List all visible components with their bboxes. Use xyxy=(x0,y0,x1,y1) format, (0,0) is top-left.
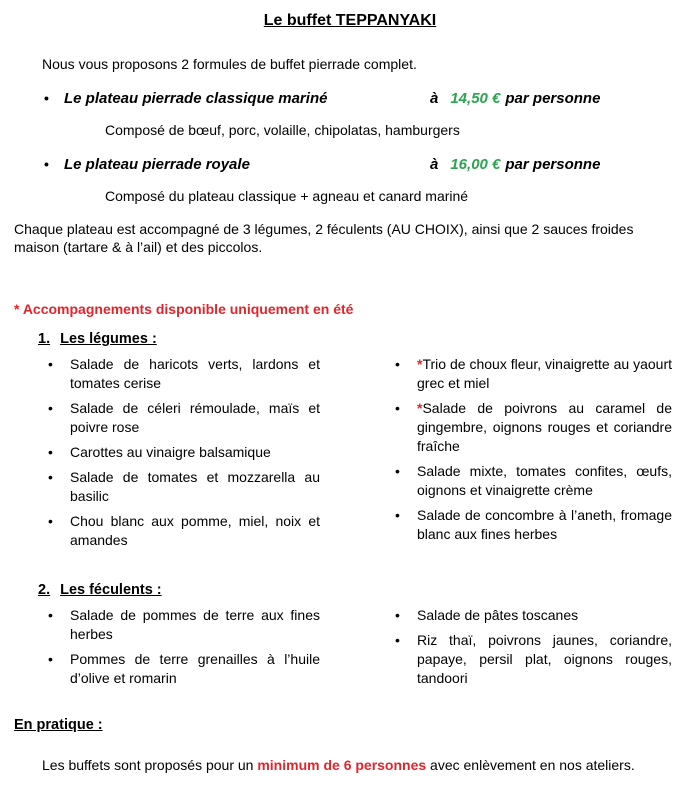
list-item-text xyxy=(70,512,320,550)
formula-classique-line xyxy=(14,90,686,109)
formula-name: Le plateau pierrade royale xyxy=(64,156,250,173)
list-item-text xyxy=(417,606,672,625)
minimum-persons-highlight: minimum de 6 personnes xyxy=(257,757,427,773)
list-item xyxy=(395,606,672,625)
item-label: Salade mixte, tomates confites, œufs, oignons et vinaigrette crème xyxy=(417,463,672,498)
item-label: Salade de pâtes toscanes xyxy=(417,607,579,623)
price-connector: à xyxy=(430,90,439,107)
list-item xyxy=(48,468,320,506)
summer-star: * xyxy=(417,400,423,416)
formula-price-group xyxy=(430,156,600,173)
accompaniment-note: Chaque plateau est accompagné de 3 légumes, 2 féculents (AU CHOIX), ainsi que 2 sauces froides maison (tartare & à l’ail) et des piccolos. xyxy=(14,221,634,255)
list-item xyxy=(48,512,320,550)
item-label: Pommes de terre grenailles à l’huile d’olive et romarin xyxy=(70,651,320,686)
list-item-text xyxy=(70,650,320,688)
bullet-icon: • xyxy=(44,90,49,106)
bullet-icon: • xyxy=(395,632,400,648)
bullet-icon: • xyxy=(48,444,53,460)
section-number: 2. xyxy=(38,582,51,598)
list-item-text xyxy=(417,462,672,500)
formula-royale-line xyxy=(14,156,686,175)
summer-star: * xyxy=(417,356,423,372)
list-item-text xyxy=(70,606,320,644)
minimum-persons-note xyxy=(42,757,686,773)
list-item xyxy=(395,506,672,544)
legumes-columns xyxy=(14,355,686,556)
list-item-text xyxy=(70,443,320,462)
list-item xyxy=(395,462,672,500)
item-label: Salade de poivrons au caramel de gingembre, oignons rouges et coriandre fraîche xyxy=(417,400,672,454)
item-label: Trio de choux fleur, vinaigrette au yaourt grec et miel xyxy=(417,356,672,391)
list-item-text xyxy=(417,399,672,456)
bullet-icon: • xyxy=(395,507,400,523)
item-label: Carottes au vinaigre balsamique xyxy=(70,444,271,460)
section-number: 1. xyxy=(38,331,51,347)
section-heading-feculents xyxy=(38,582,686,598)
section-heading-legumes xyxy=(38,331,686,347)
bullet-icon: • xyxy=(48,607,53,623)
item-label: Riz thaï, poivrons jaunes, coriandre, papaye, persil plat, oignons rouges, tandoori xyxy=(417,632,672,686)
list-item-text xyxy=(417,506,672,544)
list-item xyxy=(48,650,320,688)
per-person-label: par personne xyxy=(505,90,601,107)
item-label: Salade de tomates et mozzarella au basilic xyxy=(70,469,320,504)
feculents-right-column xyxy=(395,606,672,694)
legumes-right-column xyxy=(395,355,672,556)
formula-name: Le plateau pierrade classique mariné xyxy=(64,90,328,107)
item-label: Salade de pommes de terre aux fines herbes xyxy=(70,607,320,642)
feculents-left-column xyxy=(48,606,320,694)
list-item xyxy=(395,399,672,456)
page-title: Le buffet TEPPANYAKI xyxy=(263,12,437,29)
list-item xyxy=(48,443,320,462)
bullet-icon: • xyxy=(48,469,53,485)
summer-availability-note: * Accompagnements disponible uniquement en été xyxy=(14,301,354,317)
price-value: 14,50 € xyxy=(450,90,501,107)
section-label: Les féculents : xyxy=(60,582,162,598)
price-connector: à xyxy=(430,156,439,173)
bullet-icon: • xyxy=(395,400,400,416)
list-item xyxy=(48,606,320,644)
item-label: Chou blanc aux pomme, miel, noix et amandes xyxy=(70,513,320,548)
list-item-text xyxy=(417,631,672,688)
list-item xyxy=(395,631,672,688)
formula-description: Composé du plateau classique + agneau et canard mariné xyxy=(105,188,469,204)
list-item-text xyxy=(70,355,320,393)
item-label: Salade de haricots verts, lardons et tomates cerise xyxy=(70,356,320,391)
bullet-icon: • xyxy=(395,463,400,479)
bullet-icon: • xyxy=(48,651,53,667)
bullet-icon: • xyxy=(44,156,49,172)
item-label: Salade de concombre à l’aneth, fromage blanc aux fines herbes xyxy=(417,507,672,542)
practical-heading: En pratique : xyxy=(14,717,103,733)
list-item-text xyxy=(70,399,320,437)
item-label: Salade de céleri rémoulade, maïs et poivre rose xyxy=(70,400,320,435)
feculents-columns xyxy=(14,606,686,694)
intro-text: Nous vous proposons 2 formules de buffet pierrade complet. xyxy=(42,56,417,72)
footer-text-after: avec enlèvement en nos ateliers. xyxy=(426,757,635,773)
list-item-text xyxy=(417,355,672,393)
bullet-icon: • xyxy=(48,356,53,372)
formula-price-group xyxy=(430,90,600,107)
formula-description: Composé de bœuf, porc, volaille, chipolatas, hamburgers xyxy=(105,122,460,138)
price-value: 16,00 € xyxy=(450,156,501,173)
per-person-label: par personne xyxy=(505,156,601,173)
section-label: Les légumes : xyxy=(60,331,157,347)
bullet-icon: • xyxy=(395,607,400,623)
list-item xyxy=(48,355,320,393)
bullet-icon: • xyxy=(48,513,53,529)
bullet-icon: • xyxy=(48,400,53,416)
legumes-left-column xyxy=(48,355,320,556)
list-item xyxy=(48,399,320,437)
bullet-icon: • xyxy=(395,356,400,372)
list-item xyxy=(395,355,672,393)
list-item-text xyxy=(70,468,320,506)
footer-text-before: Les buffets sont proposés pour un xyxy=(42,757,258,773)
